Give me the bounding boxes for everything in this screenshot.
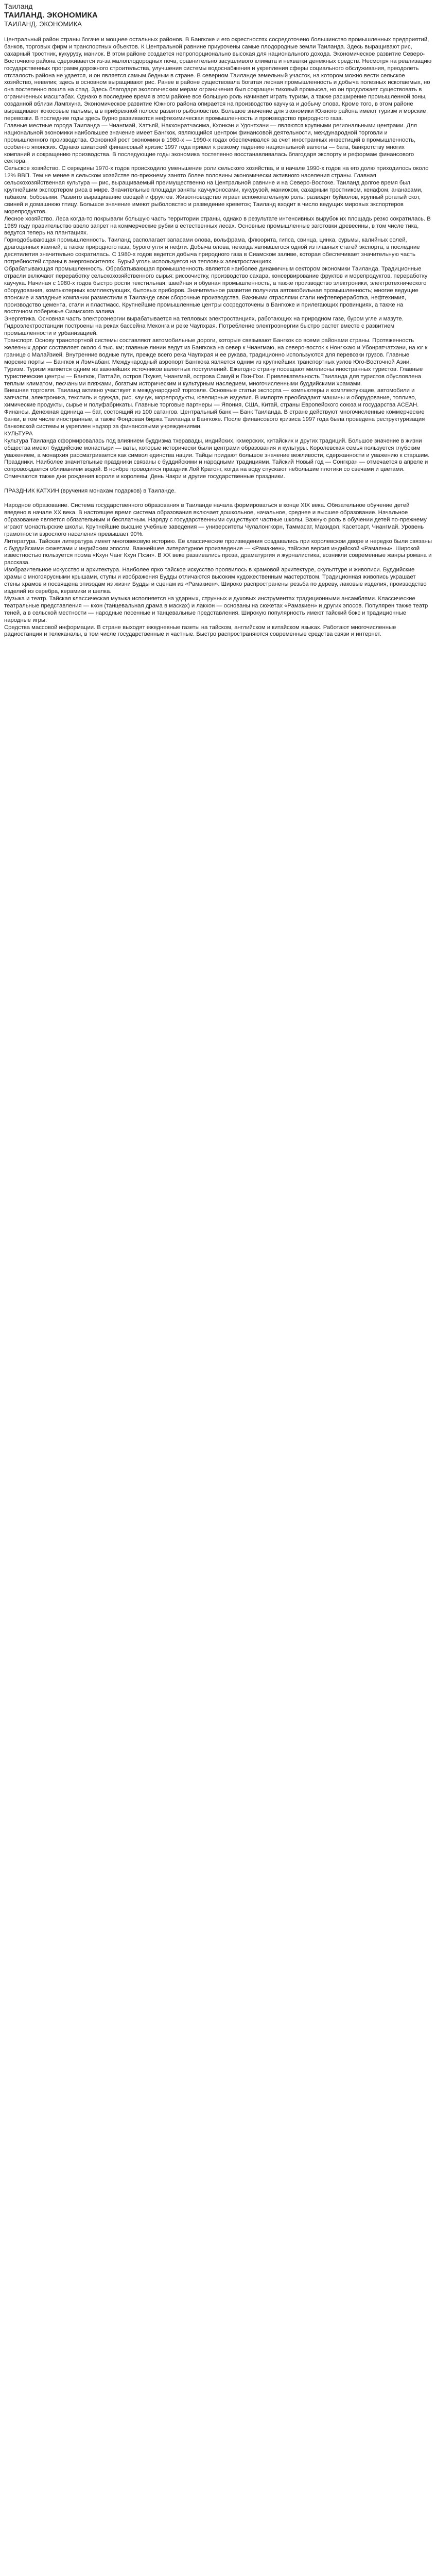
page-title: ТАИЛАНД. ЭКОНОМИКА — [4, 11, 98, 20]
paragraph-arts: Изобразительное искусство и архитектура. Наиболее ярко тайское искусство проявилось в храмовой архитектуре, скульптуре и живописи. Буддийские храмы с многоярусными крышами, ступы и изображения Будды отличаются высоким художественным мастерством. Традиционная живопись украшает стены храмов и посвящена эпизодам из жизни Будды и сценам из «Рамакиен». Широко распространены резьба по дереву, лаковые изделия, производство изделий из серебра, керамики и шелка. — [4, 567, 427, 595]
page — [0, 0, 436, 638]
paragraph-transport: Транспорт. Основу транспортной системы составляют автомобильные дороги, которые связывают Бангкок со всеми районами страны. Протяженность железных дорог составляет около 4 тыс. км; главные линии ведут из Бангкока на север к Чиангмаю, на северо-восток к Нонгкхаю и Убонратчатхани, на юг к границе с Малайзией. Внутренние водные пути, прежде всего река Чаупхрая и ее рукава, традиционно используются для перевозки грузов. Главные морские порты — Бангкок и Лэмчабанг. Международный аэропорт Бангкока является одним из крупнейших транспортных узлов Юго-Восточной Азии. — [4, 337, 428, 365]
section-heading-culture: КУЛЬТУРА — [4, 430, 33, 437]
paragraph-overview-cities: Главные местные города Таиланда — Чиангмай, Хатъяй, Накхонратчасима, Кхонкэн и Удонтхани — являются крупными региональными центрами. Для национальной экономики наибольшее значение имеет Бангкок, являющийся центром финансовой деятельности, международной торговли и промышленного производства. Основной рост экономики в 1980-х — 1990-х годах обеспечивался за счет иностранных инвестиций в промышленность, особенно японских. Однако азиатский финансовый кризис 1997 года привел к резкому падению национальной валюты — бата, банкротству многих компаний и сокращению производства. В последующие годы экономика постепенно восстанавливалась благодаря экспорту и реформам финансового сектора. — [4, 122, 417, 165]
paragraph-literature: Литература. Тайская литература имеет многовековую историю. Ее классические произведения создавались при королевском дворе и нередко были связаны с буддийскими сюжетами и индийским эпосом. Важнейшее литературное произведение — «Рамакиен», тайская версия индийской «Рамаяны». Широкой известностью пользуется поэма «Кхун Чанг Кхун Пхэн». В XX веке развивались проза, драматургия и журналистика, возникли современные жанры романа и рассказа. — [4, 538, 432, 566]
paragraph-music-theatre: Музыка и театр. Тайская классическая музыка исполняется на ударных, струнных и духовых инструментах традиционными ансамблями. Классические театральные представления — кхон (танцевальная драма в масках) и лакхон — основаны на сюжетах «Рамакиен» и других эпосов. Популярен также театр теней, а в сельской местности — народные песенные и танцевальные представления. Широкую популярность имеют тайский бокс и традиционные народные игры. — [4, 595, 428, 623]
paragraph-manufacturing: Обрабатывающая промышленность. Обрабатывающая промышленность является наиболее динамичным сектором экономики Таиланда. Традиционные отрасли включают переработку сельскохозяйственного сырья: рисоочистку, производство сахара, консервирование фруктов и морепродуктов, переработку каучука. Начиная с 1980-х годов быстро росли текстильная, швейная и обувная промышленность, а также производство электроники, электротехнического оборудования, компьютерных комплектующих, бытовых приборов. Значительное развитие получила автомобильная промышленность; многие ведущие японские и западные компании разместили в Таиланде свои сборочные производства. Важными отраслями стали нефтепереработка, нефтехимия, производство цемента, стали и пластмасс. Крупнейшие промышленные центры сосредоточены в Бангкоке и прилегающих провинциях, а также на восточном побережье Сиамского залива. — [4, 266, 428, 315]
breadcrumb: Таиланд — [4, 2, 33, 10]
paragraph-mining: Горнодобывающая промышленность. Таиланд располагает запасами олова, вольфрама, флюорита, гипса, свинца, цинка, сурьмы, калийных солей, драгоценных камней, а также природного газа, бурого угля и нефти. Добыча олова, некогда являвшегося одной из главных статей экспорта, в последние десятилетия значительно сократилась. С 1980-х годов ведется добыча природного газа в Сиамском заливе, которая обеспечивает значительную часть потребностей страны в энергоносителях. Бурый уголь используется на тепловых электростанциях. — [4, 237, 420, 265]
paragraph-energy: Энергетика. Основная часть электроэнергии вырабатывается на тепловых электростанциях, работающих на природном газе, буром угле и мазуте. Гидроэлектростанции построены на реках бассейна Меконга и реке Чаупхрая. Потребление электроэнергии быстро растет вместе с развитием промышленности и урбанизацией. — [4, 316, 404, 337]
paragraph-tourism: Туризм. Туризм является одним из важнейших источников валютных поступлений. Ежегодно страну посещают миллионы иностранных туристов. Главные туристические центры — Бангкок, Паттайя, остров Пхукет, Чиангмай, острова Самуй и Пхи-Пхи. Привлекательность Таиланда для туристов обусловлена теплым климатом, песчаными пляжами, богатым историческим и культурным наследием, многочисленными буддийскими храмами. — [4, 366, 423, 387]
paragraph-education: Народное образование. Система государственного образования в Таиланде начала формироваться в конце XIX века. Обязательное обучение детей введено в начале XX века. В настоящее время система образования включает дошкольное, начальное, среднее и высшее образование. Начальное образование является обязательным и бесплатным. Наряду с государственными существуют частные школы. Важную роль в обучении детей по-прежнему играют монастырские школы. Крупнейшие высшие учебные заведения — университеты Чулалонгкорн, Таммасат, Махидол, Касетсарт, Чиангмай. Уровень грамотности взрослого населения превышает 90%. — [4, 502, 427, 537]
paragraph-foreign-trade: Внешняя торговля. Таиланд активно участвует в международной торговле. Основные статьи экспорта — компьютеры и комплектующие, автомобили и запчасти, электроника, текстиль и одежда, рис, каучук, морепродукты, ювелирные изделия. В импорте преобладают машины и оборудование, топливо, химические продукты, сырье и полуфабрикаты. Главные торговые партнеры — Япония, США, Китай, страны Европейского союза и государства АСЕАН. — [4, 387, 419, 409]
paragraph-agriculture: Сельское хозяйство. С середины 1970-х годов происходило уменьшение роли сельского хозяйства, и в начале 1990-х годов на его долю приходилось около 12% ВВП. Тем не менее в сельском хозяйстве по-прежнему занято более половины экономически активного населения страны. Главная сельскохозяйственная культура — рис, выращиваемый преимущественно на Центральной равнине и на Северо-Востоке. Таиланд долгое время был крупнейшим экспортером риса в мире. Значительные площади заняты каучуконосами, кукурузой, маниоком, сахарным тростником, кенафом, ананасами, табаком, бобовыми. Развито выращивание овощей и фруктов. Животноводство играет вспомогательную роль: разводят буйволов, крупный рогатый скот, свиней и домашнюю птицу. Большое значение имеют рыболовство и разведение креветок; Таиланд входит в число ведущих мировых экспортеров морепродуктов. — [4, 165, 429, 215]
article-body — [4, 37, 432, 638]
paragraph-media: Средства массовой информации. В стране выходят ежедневные газеты на тайском, английском и китайском языках. Работают многочисленные радиостанции и телеканалы, в том числе государственные и частные. Быстро распространяются современные средства связи и интернет. — [4, 624, 396, 638]
paragraph-overview-regions: Центральный район страны богаче и мощнее остальных районов. В Бангкоке и его окрестностях сосредоточено большинство промышленных предприятий, банков, торговых фирм и транспортных объектов. К Центральной равнине приурочены самые плодородные земли Таиланда. Здесь выращивают рис, сахарный тростник, кукурузу, маниок. В этом районе создается непропорционально высокая для национального дохода. Экономическое развитие Северо-Восточного района сдерживается из-за малоплодородных почв, сравнительно засушливого климата и нехватки денежных средств. Несмотря на реализацию государственных программ дорожного строительства, улучшения системы водоснабжения и укрепления сферы социального обслуживания, преодолеть отсталость района не удается, и он является самым бедным в стране. В северном Таиланде земельный участок, на котором можно вести сельское хозяйство, невелик; здесь в основном выращивают рис. Ранее в районе существовала богатая лесная промышленность и добыча полезных ископаемых, но она постепенно пошла на спад. Здесь благодаря экологическим мерам ограничения был сокращен тиковый промысел, но он продолжает существовать в ограниченных масштабах. Однако в последнее время в этом районе все большую роль начинает играть туризм, а также расширение промышленной зоны, созданной вблизи Лампхуна. Экономическое развитие Южного района опирается на производство каучука и добычу олова. Кроме того, в этом районе выращивают кокосовые пальмы, а в прибрежной полосе развито рыболовство. Большое значение для экономики Южного района имеют туризм и морские перевозки. В последние годы здесь бурно развиваются нефтехимическая промышленность и производство природного газа. — [4, 37, 432, 122]
paragraph-forestry: Лесное хозяйство. Леса когда-то покрывали большую часть территории страны, однако в результате интенсивных вырубок их площадь резко сократилась. В 1989 году правительство ввело запрет на коммерческие рубки в естественных лесах. Основные промышленные заготовки древесины, в том числе тика, ведутся теперь на плантациях. — [4, 215, 431, 236]
paragraph-culture: Культура Таиланда сформировалась под влиянием буддизма тхеравады, индийских, кхмерских, китайских и других традиций. Большое значение в жизни общества имеют буддийские монастыри — ваты, которые исторически были центрами образования и культуры. Королевская семья пользуется глубоким уважением, а монархия рассматривается как символ единства нации. Тайцы придают большое значение вежливости, сдержанности и уважению к старшим. — [4, 437, 430, 459]
page-subtitle: ТАИЛАНД. ЭКОНОМИКА — [4, 20, 82, 28]
paragraph-kathin-caption: ПРАЗДНИК КАТХИН (вручения монахам подарков) в Таиланде. — [4, 488, 176, 495]
paragraph-finance: Финансы. Денежная единица — бат, состоящий из 100 сатангов. Центральный банк — Банк Таиланда. В стране действуют многочисленные коммерческие банки, в том числе иностранные, а также Фондовая биржа Таиланда в Бангкоке. После финансового кризиса 1997 года была проведена реструктуризация банковской системы и укреплен надзор за финансовыми учреждениями. — [4, 409, 425, 430]
paragraph-holidays: Праздники. Наиболее значительные праздники связаны с буддийскими и народными традициями. Тайский Новый год — Сонгкран — отмечается в апреле и сопровождается обливанием водой. В ноябре проводится праздник Лой Кратонг, когда на воду спускают небольшие плотики со свечами и цветами. Отмечаются также дни рождения короля и королевы, День Чакри и другие государственные праздники. — [4, 459, 428, 480]
